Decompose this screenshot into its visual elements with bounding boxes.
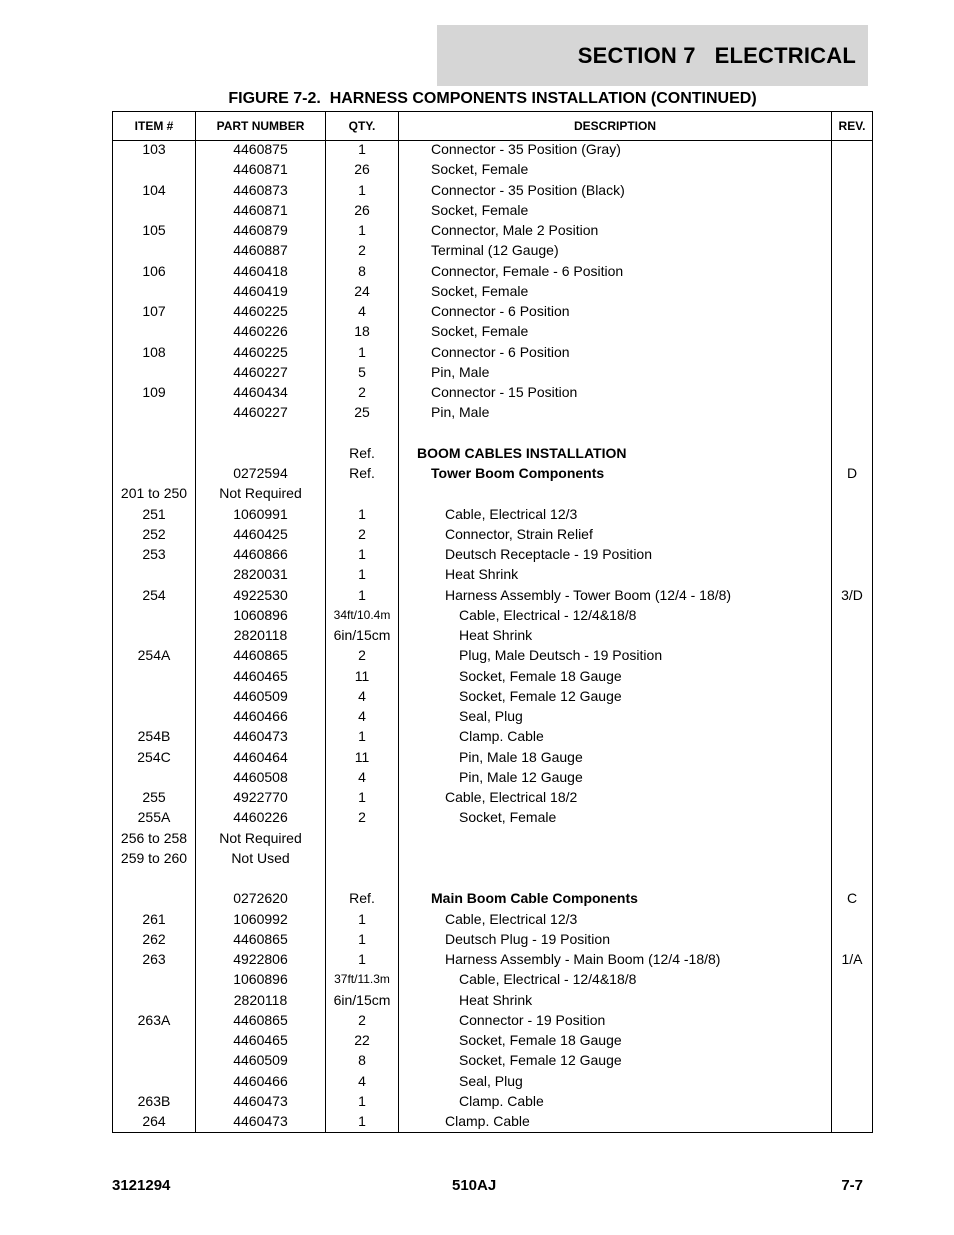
quantity-cell: 25: [354, 404, 370, 421]
quantity-cell: 2: [358, 809, 366, 826]
quantity-cell: 4: [358, 1072, 366, 1089]
table-row: [113, 789, 872, 809]
part-number-cell: 4460509: [233, 687, 288, 704]
item-number-cell: 254: [142, 586, 166, 603]
part-number-cell: 4460473: [233, 1113, 288, 1129]
description-cell: Pin, Male 12 Gauge: [459, 768, 583, 785]
part-number-cell: 4460875: [233, 141, 288, 157]
part-number-cell: 4460509: [233, 1052, 288, 1069]
part-number-cell: Not Used: [231, 849, 290, 866]
description-cell: Pin, Male 18 Gauge: [459, 748, 583, 765]
table-row: [113, 546, 872, 566]
description-cell: Deutsch Receptacle - 19 Position: [445, 546, 652, 562]
table-row: [113, 222, 872, 242]
table-row: [113, 485, 872, 505]
table-row: [113, 506, 872, 526]
table-row: [113, 870, 872, 890]
quantity-cell: 1: [358, 141, 366, 157]
table-row: [113, 951, 872, 971]
quantity-cell: 26: [354, 161, 370, 178]
quantity-cell: 2: [358, 242, 366, 259]
table-row: [113, 425, 872, 445]
description-cell: Pin, Male: [431, 404, 490, 421]
revision-cell: D: [846, 465, 858, 481]
item-number-cell: 255A: [137, 809, 171, 826]
description-cell: Cable, Electrical 12/3: [445, 505, 578, 522]
table-row: [113, 283, 872, 303]
part-number-cell: 4460865: [233, 1011, 288, 1028]
table-row: [113, 1012, 872, 1032]
header-description: DESCRIPTION: [573, 119, 656, 133]
item-number-cell: 259 to 260: [120, 849, 188, 866]
quantity-cell: Ref.: [349, 444, 375, 461]
part-number-cell: 2820118: [233, 627, 288, 643]
header-revision: REV.: [838, 119, 866, 133]
part-number-cell: 4460465: [233, 667, 288, 684]
table-row: [113, 992, 872, 1012]
table-row: [113, 566, 872, 586]
table-row: [113, 890, 872, 910]
part-number-cell: 1060992: [233, 910, 288, 927]
description-cell: Socket, Female: [431, 201, 529, 218]
description-cell: Heat Shrink: [445, 566, 519, 583]
table-row: [113, 263, 872, 283]
description-cell: Socket, Female 18 Gauge: [459, 667, 622, 684]
quantity-cell: 4: [358, 303, 366, 319]
item-number-cell: 106: [142, 262, 166, 279]
table-row: [113, 445, 872, 465]
description-cell: BOOM CABLES INSTALLATION: [417, 444, 627, 461]
item-number-cell: 108: [142, 343, 166, 360]
part-number-cell: 4922530: [233, 586, 288, 603]
quantity-cell: Ref.: [349, 890, 375, 907]
description-cell: Heat Shrink: [459, 627, 533, 643]
header-quantity: QTY.: [348, 119, 376, 133]
part-number-cell: 4460473: [233, 1092, 288, 1109]
part-number-cell: 1060896: [233, 971, 288, 988]
quantity-cell: 22: [354, 1032, 370, 1048]
quantity-cell: 1: [358, 343, 366, 360]
description-cell: Cable, Electrical 12/3: [445, 910, 578, 927]
table-row: [113, 182, 872, 202]
description-cell: Connector, Strain Relief: [445, 525, 593, 542]
quantity-cell: 37ft/11.3m: [334, 972, 390, 987]
part-number-cell: 4460425: [233, 525, 288, 542]
part-number-cell: 4460873: [233, 181, 288, 198]
part-number-cell: 4460226: [233, 809, 288, 826]
quantity-cell: 18: [354, 323, 370, 340]
quantity-cell: 1: [358, 1092, 366, 1109]
quantity-cell: 4: [358, 687, 366, 704]
item-number-cell: 254A: [137, 647, 171, 664]
table-row: [113, 728, 872, 748]
item-number-cell: 255: [142, 789, 166, 805]
description-cell: Socket, Female 12 Gauge: [459, 1052, 622, 1069]
description-cell: Cable, Electrical 18/2: [445, 789, 578, 805]
part-number-cell: 0272620: [233, 890, 288, 907]
part-number-cell: 4460466: [233, 708, 288, 724]
quantity-cell: 1: [358, 910, 366, 927]
revision-cell: C: [846, 890, 858, 907]
quantity-cell: 1: [358, 951, 366, 967]
table-row: [113, 688, 872, 708]
quantity-cell: 2: [358, 1011, 366, 1028]
part-number-cell: 4460419: [233, 282, 288, 299]
revision-cell: 3/D: [841, 586, 863, 603]
quantity-cell: 2: [358, 384, 366, 400]
part-number-cell: 2820031: [233, 566, 288, 583]
description-cell: Connector - 6 Position: [431, 343, 570, 360]
description-cell: Main Boom Cable Components: [431, 890, 638, 907]
description-cell: Clamp. Cable: [445, 1113, 530, 1129]
description-cell: Tower Boom Components: [431, 465, 605, 481]
item-number-cell: 107: [142, 303, 166, 319]
item-number-cell: 252: [142, 525, 166, 542]
table-row: [113, 384, 872, 404]
description-cell: Socket, Female: [431, 282, 529, 299]
item-number-cell: 103: [142, 141, 166, 157]
part-number-cell: 4460473: [233, 728, 288, 745]
table-row: [113, 1052, 872, 1072]
table-row: [113, 911, 872, 931]
quantity-cell: 24: [354, 282, 370, 299]
quantity-cell: 1: [358, 566, 366, 583]
quantity-cell: 26: [354, 201, 370, 218]
part-number-cell: 4460871: [233, 161, 288, 178]
description-cell: Seal, Plug: [459, 708, 523, 724]
table-row: [113, 1113, 872, 1133]
part-number-cell: 4460865: [233, 647, 288, 664]
table-row: [113, 850, 872, 870]
footer-model: 510AJ: [452, 1177, 497, 1194]
quantity-cell: 2: [358, 525, 366, 542]
part-number-cell: 1060896: [233, 606, 288, 623]
section-title: SECTION 7 ELECTRICAL: [577, 42, 856, 68]
table-row: [113, 769, 872, 789]
part-number-cell: 4460464: [233, 748, 288, 765]
part-number-cell: 4460465: [233, 1032, 288, 1048]
table-row: [113, 647, 872, 667]
quantity-cell: 4: [358, 708, 366, 724]
table-header: [113, 112, 872, 141]
part-number-cell: Not Required: [219, 485, 302, 502]
revision-cell: 1/A: [841, 951, 863, 967]
quantity-cell: 4: [358, 768, 366, 785]
part-number-cell: 4460466: [233, 1072, 288, 1089]
quantity-cell: 1: [358, 1113, 366, 1129]
part-number-cell: Not Required: [219, 829, 302, 846]
part-number-cell: 4460226: [233, 323, 288, 340]
part-number-cell: 4460871: [233, 201, 288, 218]
part-number-cell: 4460508: [233, 768, 288, 785]
header-item-number: ITEM #: [134, 119, 174, 133]
part-number-cell: 4460865: [233, 930, 288, 947]
description-cell: Connector - 19 Position: [459, 1011, 606, 1028]
quantity-cell: 5: [358, 363, 366, 380]
quantity-cell: 6in/15cm: [333, 627, 391, 643]
footer-page-number: 7-7: [841, 1177, 863, 1194]
table-body: [113, 141, 872, 1133]
description-cell: Terminal (12 Gauge): [431, 242, 559, 259]
table-row: [113, 526, 872, 546]
table-row: [113, 1032, 872, 1052]
description-cell: Connector - 35 Position (Black): [431, 181, 625, 198]
description-cell: Socket, Female: [431, 161, 529, 178]
quantity-cell: 2: [358, 647, 366, 664]
table-row: [113, 242, 872, 262]
description-cell: Clamp. Cable: [459, 1092, 544, 1109]
quantity-cell: 34ft/10.4m: [333, 607, 391, 622]
quantity-cell: 1: [358, 181, 366, 198]
description-cell: Seal, Plug: [459, 1072, 523, 1089]
part-number-cell: 4922770: [233, 789, 288, 805]
item-number-cell: 109: [142, 384, 166, 400]
description-cell: Connector, Male 2 Position: [431, 222, 599, 238]
item-number-cell: 201 to 250: [120, 485, 188, 502]
description-cell: Harness Assembly - Tower Boom (12/4 - 18/8): [445, 586, 732, 603]
description-cell: Connector - 35 Position (Gray): [431, 141, 621, 157]
item-number-cell: 105: [142, 222, 166, 238]
item-number-cell: 262: [142, 930, 166, 947]
description-cell: Harness Assembly - Main Boom (12/4 -18/8): [445, 951, 721, 967]
section-banner: [437, 25, 868, 86]
part-number-cell: 4460879: [233, 222, 288, 238]
item-number-cell: 254B: [137, 728, 171, 745]
item-number-cell: 261: [142, 910, 166, 927]
description-cell: Pin, Male: [431, 363, 490, 380]
part-number-cell: 1060991: [233, 505, 288, 522]
description-cell: Deutsch Plug - 19 Position: [445, 930, 610, 947]
item-number-cell: 256 to 258: [120, 829, 188, 846]
part-number-cell: 0272594: [233, 465, 288, 481]
quantity-cell: 1: [358, 505, 366, 522]
description-cell: Clamp. Cable: [459, 728, 544, 745]
item-number-cell: 253: [142, 546, 166, 562]
table-row: [113, 465, 872, 485]
description-cell: Connector - 15 Position: [431, 384, 578, 400]
quantity-cell: 1: [358, 930, 366, 947]
part-number-cell: 4460418: [233, 262, 288, 279]
part-number-cell: 2820118: [233, 991, 288, 1008]
quantity-cell: 8: [358, 262, 366, 279]
table-row: [113, 344, 872, 364]
item-number-cell: 251: [142, 505, 166, 522]
table-row: [113, 708, 872, 728]
description-cell: Connector, Female - 6 Position: [431, 262, 624, 279]
figure-title: FIGURE 7-2. HARNESS COMPONENTS INSTALLATION (CONTINUED): [228, 90, 757, 107]
parts-table: [112, 111, 873, 1133]
item-number-cell: 263A: [137, 1011, 171, 1028]
part-number-cell: 4460225: [233, 343, 288, 360]
item-number-cell: 263B: [137, 1092, 171, 1109]
table-row: [113, 971, 872, 991]
table-row: [113, 809, 872, 829]
table-row: [113, 1093, 872, 1113]
table-row: [113, 141, 872, 161]
table-row: [113, 587, 872, 607]
item-number-cell: 104: [142, 181, 166, 198]
table-row: [113, 607, 872, 627]
quantity-cell: Ref.: [349, 465, 375, 481]
description-cell: Socket, Female: [431, 323, 529, 340]
table-row: [113, 627, 872, 647]
description-cell: Cable, Electrical - 12/4&18/8: [459, 606, 637, 623]
quantity-cell: 1: [358, 789, 366, 805]
quantity-cell: 1: [358, 728, 366, 745]
quantity-cell: 6in/15cm: [333, 991, 391, 1008]
table-row: [113, 323, 872, 343]
quantity-cell: 8: [358, 1052, 366, 1069]
quantity-cell: 1: [358, 222, 366, 238]
description-cell: Socket, Female: [459, 809, 557, 826]
table-row: [113, 202, 872, 222]
description-cell: Socket, Female 18 Gauge: [459, 1032, 622, 1048]
part-number-cell: 4460227: [233, 404, 288, 421]
quantity-cell: 11: [354, 667, 370, 684]
item-number-cell: 263: [142, 951, 166, 967]
header-part-number: PART NUMBER: [216, 119, 305, 133]
table-row: [113, 404, 872, 424]
table-row: [113, 931, 872, 951]
item-number-cell: 264: [142, 1113, 166, 1129]
table-row: [113, 830, 872, 850]
part-number-cell: 4460866: [233, 546, 288, 562]
part-number-cell: 4460227: [233, 363, 288, 380]
description-cell: Connector - 6 Position: [431, 303, 570, 319]
quantity-cell: 11: [354, 748, 370, 765]
table-row: [113, 161, 872, 181]
table-row: [113, 749, 872, 769]
description-cell: Heat Shrink: [459, 991, 533, 1008]
quantity-cell: 1: [358, 586, 366, 603]
table-row: [113, 1073, 872, 1093]
description-cell: Cable, Electrical - 12/4&18/8: [459, 971, 637, 988]
part-number-cell: 4460434: [233, 384, 288, 400]
part-number-cell: 4460887: [233, 242, 288, 259]
footer-doc-number: 3121294: [112, 1177, 171, 1194]
table-row: [113, 668, 872, 688]
part-number-cell: 4460225: [233, 303, 288, 319]
table-row: [113, 364, 872, 384]
item-number-cell: 254C: [137, 748, 171, 765]
description-cell: Socket, Female 12 Gauge: [459, 687, 622, 704]
table-row: [113, 303, 872, 323]
part-number-cell: 4922806: [233, 951, 288, 967]
description-cell: Plug, Male Deutsch - 19 Position: [459, 647, 663, 664]
quantity-cell: 1: [358, 546, 366, 562]
